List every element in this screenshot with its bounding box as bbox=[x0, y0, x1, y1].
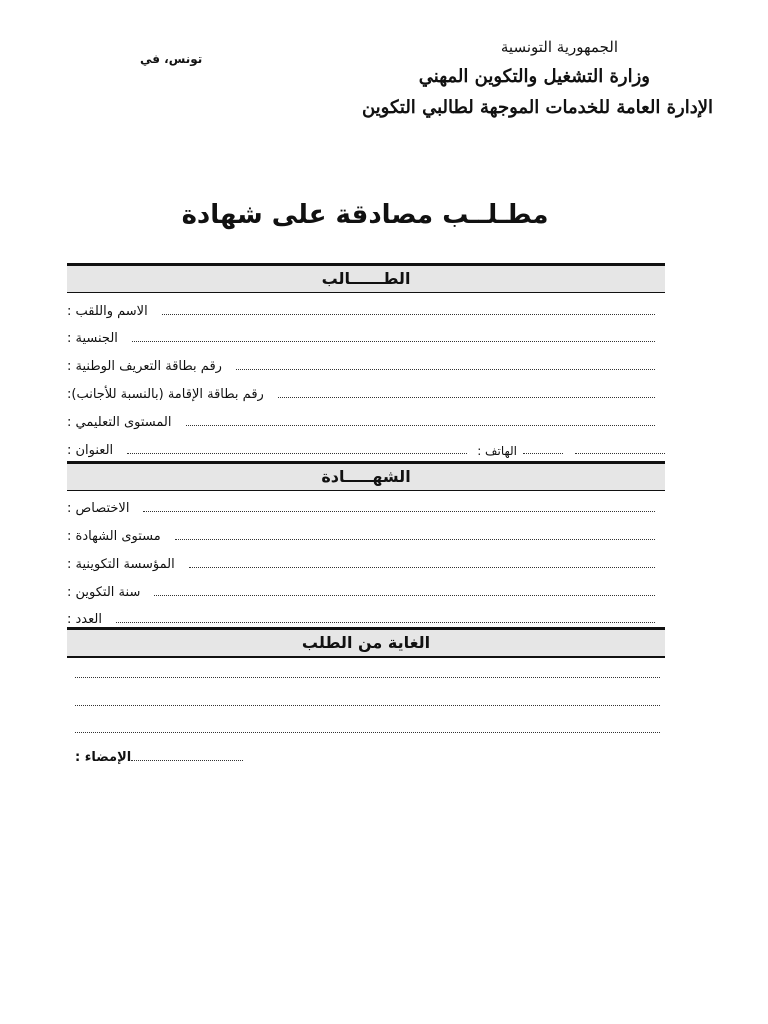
certificate-section-heading: الشهـــــادة bbox=[67, 461, 665, 491]
phone-field-b[interactable] bbox=[575, 441, 665, 454]
student-section-heading: الطــــــالب bbox=[67, 263, 665, 293]
signature-field[interactable] bbox=[131, 748, 243, 761]
purpose-line-3[interactable] bbox=[75, 720, 660, 733]
number-row bbox=[67, 605, 665, 627]
residence-card-field[interactable] bbox=[278, 385, 655, 398]
institution-row bbox=[67, 550, 665, 572]
purpose-line-1[interactable] bbox=[75, 665, 660, 678]
education-level-row bbox=[67, 408, 665, 430]
address-label: العنوان : bbox=[67, 443, 114, 458]
specialty-row bbox=[67, 494, 665, 516]
purpose-divider bbox=[67, 657, 665, 658]
training-year-row bbox=[67, 578, 665, 600]
residence-card-label: رقم بطاقة الإقامة (بالنسبة للأجانب): bbox=[67, 387, 264, 402]
nationality-row bbox=[67, 324, 665, 346]
education-level-field[interactable] bbox=[186, 413, 656, 426]
training-year-label: سنة التكوين : bbox=[67, 585, 141, 600]
national-id-row bbox=[67, 352, 665, 374]
education-level-label: المستوى التعليمي : bbox=[67, 415, 172, 430]
phone-label: الهاتف : bbox=[477, 444, 517, 458]
national-id-field[interactable] bbox=[236, 357, 655, 370]
certificate-level-row bbox=[67, 522, 665, 544]
number-label: العدد : bbox=[67, 612, 102, 627]
specialty-label: الاختصاص : bbox=[67, 501, 130, 516]
national-id-label: رقم بطاقة التعريف الوطنية : bbox=[67, 359, 222, 374]
institution-field[interactable] bbox=[189, 555, 655, 568]
number-field[interactable] bbox=[116, 610, 655, 623]
page-title: مطـلــب مصادقة على شهادة bbox=[181, 200, 549, 230]
institution-label: المؤسسة التكوينية : bbox=[67, 557, 175, 572]
name-label: الاسم واللقب : bbox=[67, 304, 148, 319]
certificate-level-field[interactable] bbox=[175, 527, 655, 540]
republic-label: الجمهورية التونسية bbox=[500, 38, 618, 56]
directorate-label: الإدارة العامة للخدمات الموجهة لطالبي التكوين bbox=[361, 97, 713, 118]
ministry-label: وزارة التشغيل والتكوين المهني bbox=[418, 66, 650, 87]
place-date-label: تونس، في bbox=[140, 52, 203, 66]
certificate-level-label: مستوى الشهادة : bbox=[67, 529, 161, 544]
phone-field-a[interactable] bbox=[523, 441, 563, 454]
address-row bbox=[67, 436, 665, 458]
signature-row bbox=[75, 745, 325, 765]
name-field[interactable] bbox=[162, 302, 655, 315]
specialty-field[interactable] bbox=[143, 499, 655, 512]
purpose-section-heading: الغاية من الطلب bbox=[67, 627, 665, 657]
nationality-label: الجنسية : bbox=[67, 331, 118, 346]
signature-label: الإمضاء : bbox=[75, 750, 132, 765]
residence-card-row bbox=[67, 380, 665, 402]
nationality-field[interactable] bbox=[132, 329, 655, 342]
purpose-line-2[interactable] bbox=[75, 693, 660, 706]
address-field[interactable] bbox=[127, 441, 467, 454]
training-year-field[interactable] bbox=[154, 583, 655, 596]
name-row bbox=[67, 297, 665, 319]
